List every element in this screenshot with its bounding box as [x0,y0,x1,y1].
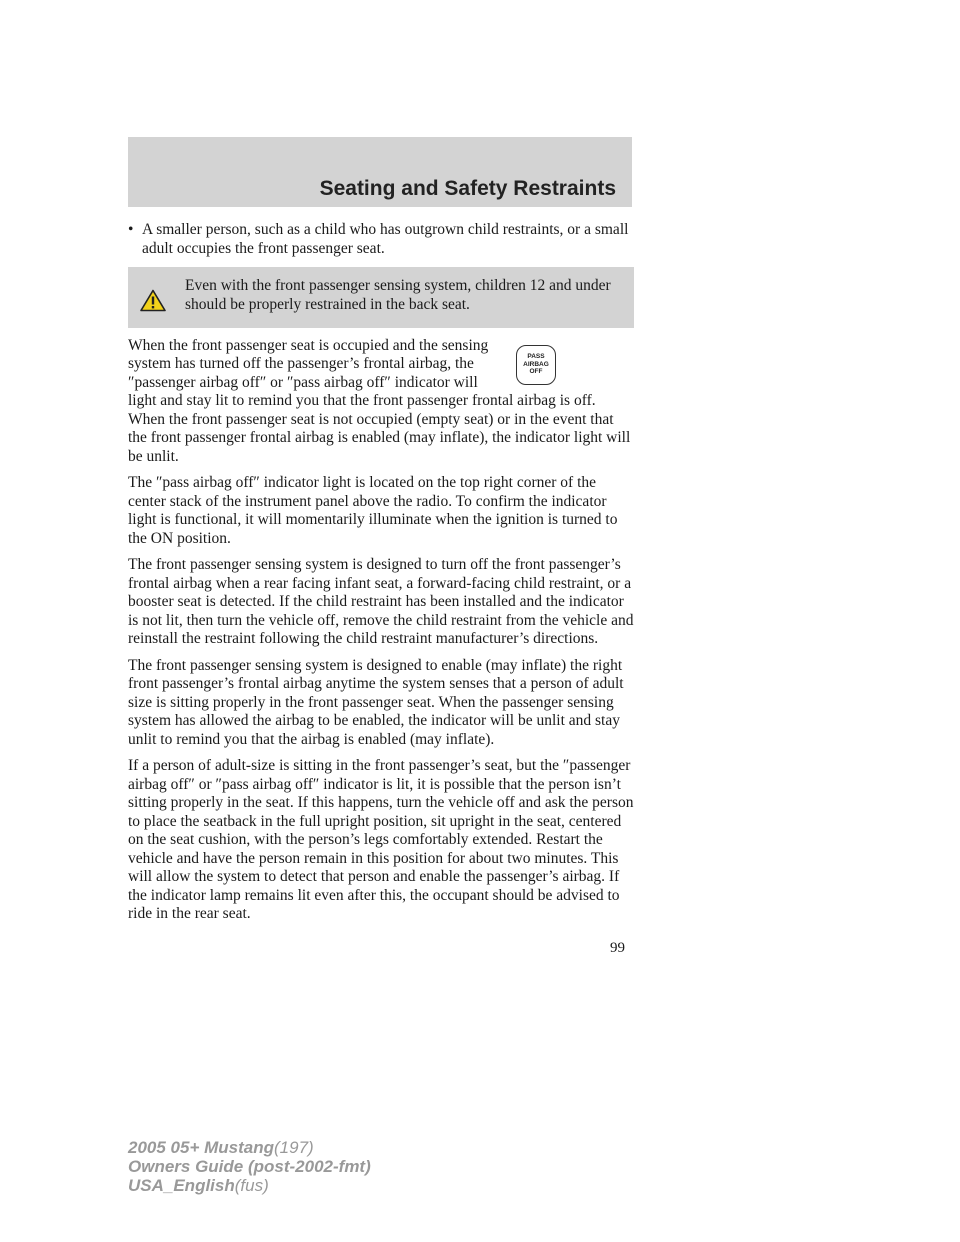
indicator-paragraph-wrap [128,337,634,467]
bullet-text: A smaller person, such as a child who has outgrown child restraints, or a small adult occupies the front passenger seat. [142,221,629,257]
paragraph-location: The ″pass airbag off″ indicator light is located on the top right corner of the center stack of the instrument panel above the radio. To confirm the indicator light is functional, it will momentarily illuminate when the ignition is turned to the ON position. [128,474,618,547]
paragraph-turn-off: The front passenger sensing system is designed to turn off the front passenger’s frontal airbag when a rear facing infant seat, a forward-facing child restraint, or a booster seat is detected. If the child restraint has been installed and the indicator is not lit, then turn the vehicle off, remove the child restraint from the vehicle and reinstall the restraint following the child restraint manufacturer’s directions. [128,556,634,647]
page-number: 99 [610,940,625,956]
warning-text: Even with the front passenger sensing system, children 12 and under should be properly restrained in the back seat. [185,277,611,313]
pass-airbag-off-icon [516,345,556,385]
footer-language: USA_English [128,1176,235,1195]
footer-model: 2005 05+ Mustang [128,1138,274,1157]
bullet-marker: • [128,221,134,238]
bullet-item [128,221,634,258]
footer-language-code: (fus) [234,1176,269,1195]
warning-triangle-icon [140,289,174,318]
footer-guide: Owners Guide (post-2002-fmt) [128,1157,371,1176]
section-title: Seating and Safety Restraints [319,177,616,200]
footer-model-code: (197) [274,1138,314,1157]
footer [128,1138,371,1195]
footer-line-3 [128,1176,371,1195]
header-band [128,137,632,207]
pass-airbag-off-icon-line2: AIRBAG [523,360,549,368]
pass-airbag-off-icon-line1: PASS [527,353,545,361]
footer-line-1 [128,1138,371,1157]
footer-line-2 [128,1157,371,1176]
paragraph-adult-size: If a person of adult-size is sitting in the front passenger’s seat, but the ″passenger airbag off″ or ″pass airbag off″ indicator is lit, it is possible that the person isn’t sitting properly in the seat. If this happens, turn the vehicle off and ask the person to place the seatback in the full upright position, sit upright in the seat, centered on the seat cushion, with the person’s legs comfortably extended. Restart the vehicle and have the person remain in this position for about two minutes. This will allow the system to detect that person and enable the passenger’s airbag. If the indicator lamp remains lit even after this, the occupant should be advised to ride in the rear seat. [128,757,634,922]
paragraph-enable: The front passenger sensing system is designed to enable (may inflate) the right front passenger’s frontal airbag anytime the system senses that a person of adult size is sitting properly in the front passenger seat. When the passenger sensing system has allowed the airbag to be enabled, the indicator will be unlit and stay unlit to remind you that the airbag is enabled (may inflate). [128,656,624,748]
warning-box [128,267,634,328]
body-content [128,221,634,932]
pass-airbag-off-icon-line3: OFF [529,368,543,376]
paragraph-indicator: When the front passenger seat is occupied and the sensing system has turned off the passenger’s frontal airbag, the ″passenger airbag off″ or ″pass airbag off″ indicator will light and stay lit to remind you that the front passenger frontal airbag is off. When the front passenger seat is not occupied (empty seat) or in the event that the front passenger frontal airbag is enabled (may inflate), the indicator light will be unlit. [128,336,631,465]
